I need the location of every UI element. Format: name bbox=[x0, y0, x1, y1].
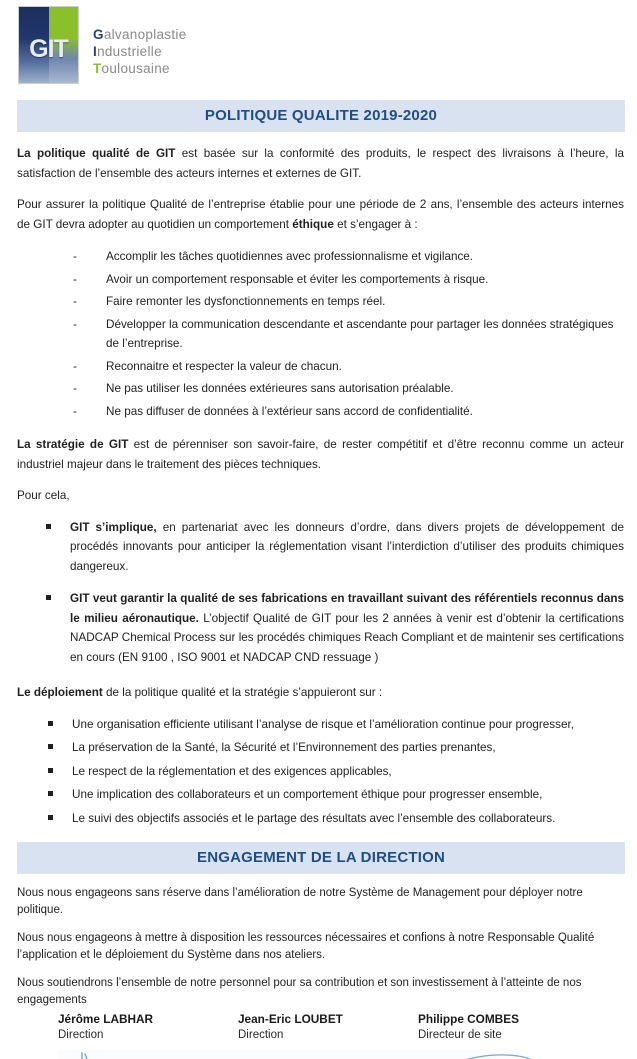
logo-line-3-rest: oulousaine bbox=[101, 61, 170, 76]
signatory-name: Philippe COMBES bbox=[418, 1012, 519, 1026]
intro-p1-rest: est basée sur la conformité des produits, le respect des livraisons à l’heure, la satisfaction de l’ensemble des acteurs internes et externes de GIT. bbox=[17, 147, 624, 180]
dash-bullet-icon: - bbox=[73, 317, 77, 331]
signatory-row bbox=[0, 1009, 637, 1043]
logo-line-3 bbox=[93, 60, 187, 77]
logo-wordmark bbox=[93, 26, 187, 77]
signature-image-labhar bbox=[72, 1049, 162, 1059]
engagement-paragraph-1: Nous nous engageons sans réserve dans l’amélioration de notre Système de Management pour déployer notre politique. bbox=[17, 887, 583, 916]
signature-images bbox=[58, 1049, 523, 1059]
logo-line-2-cap: I bbox=[93, 44, 98, 59]
list-item bbox=[73, 292, 624, 312]
list-item-label: L’objectif Qualité de GIT pour les 2 années à venir est d’obtenir la certifications NADCAP Chemical Process sur les procédés chimiques Reach Compliant et de maintenir ses certifications en cours (EN 9100 , ISO 9001 et NADCAP CND ressuage ) bbox=[70, 611, 624, 664]
strategy-paragraph bbox=[17, 435, 624, 474]
list-item-bold: GIT veut garantir la qualité de ses fabrications en travaillant suivant des référentiels reconnus dans le milieu aéronautique. bbox=[70, 592, 624, 625]
signature-image-combes bbox=[416, 1049, 586, 1059]
signatory-name: Jean-Eric LOUBET bbox=[238, 1012, 343, 1026]
banner-title-2: ENGAGEMENT DE LA DIRECTION bbox=[197, 849, 445, 866]
signatory-block-3 bbox=[418, 1011, 598, 1043]
engagement-paragraph-2: Nous nous engageons à mettre à disposition les ressources nécessaires et confions à notre Responsable Qualité l’application et le déploiement du Système dans nos ateliers. bbox=[17, 932, 595, 961]
list-item bbox=[41, 589, 624, 667]
list-item-label: Accomplir les tâches quotidiennes avec professionnalisme et vigilance. bbox=[106, 250, 474, 263]
company-logo bbox=[18, 6, 187, 84]
logo-line-1-rest: alvanoplastie bbox=[103, 27, 187, 42]
dash-bullet-icon: - bbox=[73, 250, 77, 263]
list-item bbox=[43, 715, 624, 735]
square-bullet-icon bbox=[48, 744, 53, 749]
list-item-label: La préservation de la Santé, la Sécurité et l’Environnement des parties prenantes, bbox=[72, 741, 496, 754]
pour-cela-paragraph: Pour cela, bbox=[17, 489, 70, 502]
banner-title-1: POLITIQUE QUALITE 2019-2020 bbox=[204, 107, 438, 124]
deployment-bullet-list bbox=[17, 715, 624, 829]
list-item bbox=[73, 247, 624, 267]
document-header bbox=[0, 0, 637, 100]
list-item-label: Ne pas utiliser les données extérieures sans autorisation préalable. bbox=[106, 382, 454, 395]
list-item-label: Développer la communication descendante et ascendante pour partager les données stratégiques de l’entreprise. bbox=[106, 317, 614, 350]
intro-p2-bold: éthique bbox=[292, 217, 334, 231]
dash-bullet-icon: - bbox=[73, 404, 77, 418]
dash-bullet-icon: - bbox=[73, 295, 77, 308]
square-bullet-icon bbox=[48, 791, 53, 796]
logo-line-3-cap: T bbox=[93, 61, 102, 76]
intro-p2-a: Pour assurer la politique Qualité de l’entreprise établie pour une période de 2 ans, l’ensemble des acteurs internes de GIT devra adopter au quotidien un comportement bbox=[17, 198, 624, 231]
logo-line-1-cap: G bbox=[93, 27, 104, 42]
signatory-title: Directeur de site bbox=[418, 1029, 502, 1041]
deployment-lead-bold: Le déploiement bbox=[17, 686, 103, 699]
logo-line-1 bbox=[93, 26, 187, 43]
git-logo-mark-icon bbox=[18, 6, 79, 84]
list-item-bold: GIT s’implique, bbox=[70, 520, 157, 534]
list-item bbox=[43, 785, 624, 805]
list-item bbox=[73, 357, 624, 377]
intro-paragraph-2 bbox=[17, 195, 624, 234]
signatory-block-1 bbox=[58, 1011, 238, 1043]
list-item-label: Le suivi des objectifs associés et le partage des résultats avec l’ensemble des collaborateurs. bbox=[72, 811, 556, 825]
list-item bbox=[73, 315, 624, 354]
list-item-label: Une implication des collaborateurs et un comportement éthique pour progresser ensemble, bbox=[72, 788, 543, 801]
list-item bbox=[73, 402, 624, 422]
deployment-lead-rest: de la politique qualité et la stratégie s’appuieront sur : bbox=[102, 686, 383, 699]
square-bullet-icon bbox=[48, 815, 53, 820]
list-item bbox=[41, 518, 624, 577]
logo-line-2 bbox=[93, 43, 187, 60]
square-bullet-icon bbox=[48, 721, 53, 726]
signatory-title: Direction bbox=[58, 1029, 104, 1041]
list-item bbox=[43, 809, 624, 829]
engagement-body bbox=[0, 885, 637, 1009]
signature-image-loubet bbox=[248, 1049, 418, 1059]
strategy-bold: La stratégie de GIT bbox=[17, 438, 129, 451]
square-bullet-icon bbox=[46, 595, 51, 600]
dash-bullet-icon: - bbox=[73, 382, 77, 395]
logo-initials: GIT bbox=[29, 35, 68, 63]
intro-paragraph-1 bbox=[17, 144, 624, 183]
list-item-label: en partenariat avec les donneurs d’ordre, dans divers projets de développement de procédés innovants pour anticiper la réglementation visant l’interdiction d’utiliser des produits chimiques dangereux. bbox=[70, 520, 624, 573]
intro-p1-bold: La politique qualité de GIT bbox=[17, 147, 176, 160]
square-bullet-icon bbox=[48, 768, 53, 773]
signatory-title: Direction bbox=[238, 1029, 284, 1041]
logo-line-2-rest: ndustrielle bbox=[97, 44, 162, 59]
list-item-label: Le respect de la réglementation et des exigences applicables, bbox=[72, 764, 392, 778]
section-banner-politique-qualite bbox=[17, 100, 625, 132]
list-item bbox=[43, 738, 624, 758]
list-item bbox=[73, 270, 624, 290]
section-banner-engagement bbox=[17, 842, 625, 874]
strategy-rest: est de pérenniser son savoir-faire, de rester compétitif et d’être reconnu comme un acteur industriel majeur dans le traitement des pièces techniques. bbox=[17, 438, 625, 471]
commitment-dash-list bbox=[17, 247, 624, 421]
list-item-label: Avoir un comportement responsable et éviter les comportements à risque. bbox=[106, 272, 489, 286]
document-body bbox=[0, 144, 637, 828]
engagement-paragraph-3: Nous soutiendrons l’ensemble de notre personnel pour sa contribution et son investissement à l’atteinte de nos engagements bbox=[17, 977, 582, 1006]
list-item-label: Reconnaitre et respecter la valeur de chacun. bbox=[106, 359, 342, 373]
list-item-label: Ne pas diffuser de données à l’extérieur sans accord de confidentialité. bbox=[106, 404, 473, 418]
list-item-label: Une organisation efficiente utilisant l’analyse de risque et l’amélioration continue pour progresser, bbox=[72, 717, 574, 731]
list-item bbox=[43, 762, 624, 782]
signatory-block-2 bbox=[238, 1011, 418, 1043]
signatory-name: Jérôme LABHAR bbox=[58, 1012, 154, 1026]
list-item-label: Faire remonter les dysfonctionnements en temps réel. bbox=[106, 295, 386, 308]
deployment-lead bbox=[17, 683, 624, 703]
square-bullet-icon bbox=[46, 524, 51, 529]
dash-bullet-icon: - bbox=[73, 272, 77, 286]
strategy-bullet-list bbox=[17, 518, 624, 668]
dash-bullet-icon: - bbox=[73, 359, 77, 373]
list-item bbox=[73, 379, 624, 399]
intro-p2-b: et s’engager à : bbox=[333, 217, 418, 231]
